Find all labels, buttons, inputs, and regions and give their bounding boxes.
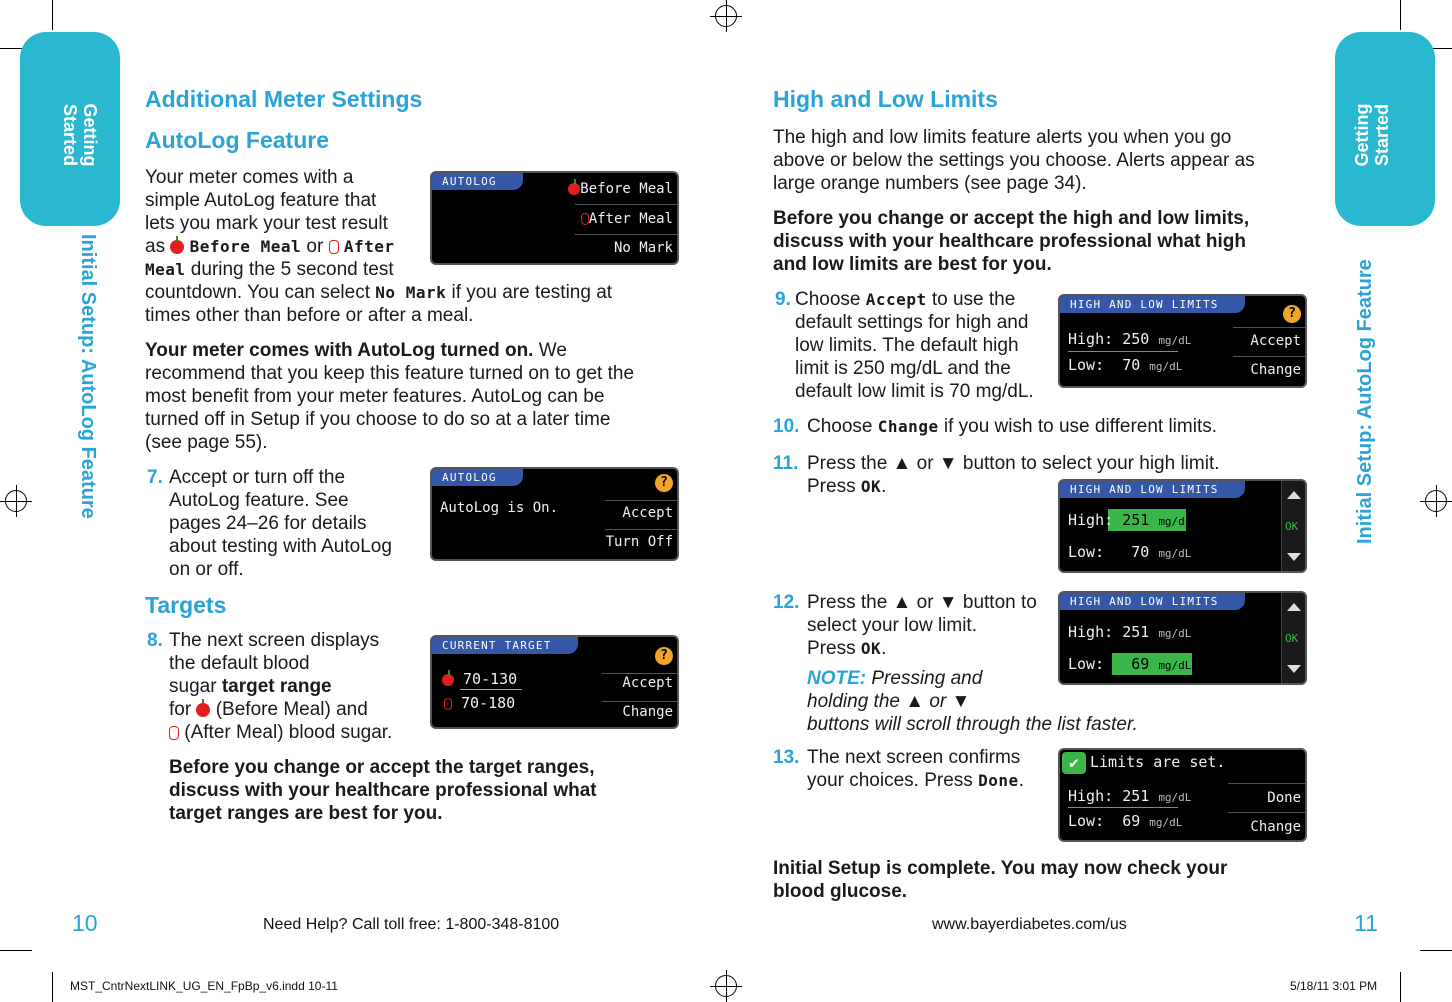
step-11: Press the ▲ or ▼ button to select your high limit. Press OK.	[807, 453, 1220, 497]
registration-mark-icon	[715, 975, 737, 997]
low-limit: Low: 70 mg/dL	[1068, 356, 1183, 374]
screen-header: AUTOLOG	[432, 173, 523, 190]
high-limit: High: 251 mg/dL	[1068, 511, 1192, 529]
screen-header: HIGH AND LOW LIMITS	[1060, 481, 1245, 498]
slug-filename: MST_CntrNextLINK_UG_EN_FpBp_v6.indd 10-11	[70, 979, 338, 993]
step-12-note: NOTE: Pressing and holding the ▲ or ▼ buttons will scroll through the list faster.	[807, 668, 1138, 735]
step-13: The next screen confirms your choices. Press Done.	[807, 747, 1024, 791]
screen-option: After Meal	[581, 211, 673, 227]
screen-option: Change	[1250, 819, 1301, 835]
screen-option: Change	[1250, 362, 1301, 378]
low-limit: Low: 70 mg/dL	[1068, 543, 1192, 561]
step-7: Accept or turn off the AutoLog feature. See pages 24–26 for details about testing with AutoLog on or off.	[169, 467, 392, 580]
setup-complete: Initial Setup is complete. You may now check your blood glucose.	[773, 858, 1228, 902]
step-8: The next screen displays the default blood sugar target range for (Before Meal) and (After Meal) blood sugar.	[169, 630, 393, 743]
registration-mark-icon	[5, 490, 27, 512]
screen-option: Accept	[622, 675, 673, 691]
high-limit: High: 251 mg/dL	[1068, 623, 1192, 641]
section-tab-right-label: Getting Started	[1352, 103, 1392, 167]
screen-option: Accept	[1250, 333, 1301, 349]
slug-date: 5/18/11 3:01 PM	[1290, 979, 1378, 993]
high-limit: High: 250 mg/dL	[1068, 330, 1192, 348]
page-title: Additional Meter Settings	[145, 86, 423, 112]
section-heading-targets: Targets	[145, 592, 227, 618]
arrow-buttons	[1281, 481, 1305, 571]
crop-mark	[1400, 972, 1401, 1002]
crop-mark	[1400, 0, 1401, 30]
screen-header: CURRENT TARGET	[432, 637, 578, 654]
screen-option: Change	[622, 704, 673, 720]
screen-option: Before Meal	[568, 181, 673, 197]
apple-icon	[568, 183, 580, 195]
meter-screen-autolog-select	[430, 171, 679, 265]
limits-warning: Before you change or accept the high and low limits, discuss with your healthcare professional what high and low limits are best for you.	[773, 208, 1250, 275]
section-heading-autolog: AutoLog Feature	[145, 127, 329, 153]
step-number: 8.	[147, 630, 163, 651]
arrow-buttons	[1281, 593, 1305, 683]
autolog-on-paragraph: Your meter comes with AutoLog turned on. We recommend that you keep this feature turned on to get the most benefit from your meter features. AutoLog can be turned off in Setup if you choose to do so at a later time (see page 55).	[145, 340, 635, 453]
crop-mark	[1420, 950, 1452, 951]
step-10: Choose Change if you wish to use different limits.	[807, 416, 1218, 437]
page-number-left: 10	[72, 910, 98, 936]
page-number-right: 11	[1354, 910, 1378, 936]
down-arrow-icon	[1287, 665, 1301, 673]
help-icon: ?	[1283, 305, 1301, 323]
apple-icon	[196, 703, 210, 717]
help-icon: ?	[655, 474, 673, 492]
down-arrow-icon	[1287, 553, 1301, 561]
ok-label: OK	[1285, 632, 1299, 645]
meter-screen-current-target	[430, 635, 679, 729]
step-number: 13.	[773, 747, 800, 768]
screen-message: Limits are set.	[1090, 753, 1226, 771]
side-label-right: Initial Setup: AutoLog Feature	[1354, 259, 1376, 544]
step-number: 10.	[773, 416, 800, 437]
section-tab-left-label: Getting Started	[60, 103, 100, 167]
screen-header: AUTOLOG	[432, 469, 523, 486]
target-range-after: 70-180	[444, 694, 515, 712]
targets-warning: Before you change or accept the target ranges, discuss with your healthcare professional what target ranges are best for you.	[169, 757, 597, 824]
apple-core-icon	[329, 240, 339, 254]
screen-option: No Mark	[613, 240, 673, 256]
low-limit: Low: 69 mg/dL	[1068, 655, 1192, 673]
meter-screen-limits-set	[1058, 748, 1307, 842]
apple-icon	[442, 674, 454, 686]
crop-mark	[0, 950, 32, 951]
check-icon: ✔	[1062, 752, 1086, 774]
step-number: 7.	[147, 467, 163, 488]
crop-mark	[52, 972, 53, 1002]
target-range-before: 70-130	[442, 670, 517, 688]
help-icon: ?	[655, 647, 673, 665]
crop-mark	[52, 0, 53, 30]
apple-icon	[170, 240, 184, 254]
screen-header: HIGH AND LOW LIMITS	[1060, 296, 1245, 313]
registration-mark-icon	[1425, 490, 1447, 512]
footer-website: www.bayerdiabetes.com/us	[932, 916, 1127, 933]
screen-option: Accept	[622, 505, 673, 521]
up-arrow-icon	[1287, 603, 1301, 611]
step-12: Press the ▲ or ▼ button to select your low limit. Press OK.	[807, 592, 1037, 659]
up-arrow-icon	[1287, 491, 1301, 499]
footer-help: Need Help? Call toll free: 1-800-348-8100	[263, 916, 560, 933]
screen-message: AutoLog is On.	[440, 500, 559, 516]
apple-core-icon	[581, 213, 589, 225]
step-number: 11.	[773, 453, 799, 474]
meter-screen-limits-low	[1058, 591, 1307, 685]
page-title-right: High and Low Limits	[773, 86, 998, 112]
registration-mark-icon	[715, 5, 737, 27]
apple-core-icon	[169, 726, 179, 740]
low-limit: Low: 69 mg/dL	[1068, 812, 1183, 830]
step-9: Choose Accept to use the default settings for high and low limits. The default high limit is 250 mg/dL and the default low limit is 70 mg/dL.	[795, 289, 1034, 402]
apple-core-icon	[444, 698, 452, 710]
meter-screen-autolog-on	[430, 467, 679, 561]
screen-option: Done	[1267, 790, 1301, 806]
step-number: 12.	[773, 592, 800, 613]
ok-label: OK	[1285, 520, 1299, 533]
limits-intro: The high and low limits feature alerts you when you go above or below the settings you choose. Alerts appear as large orange numbers (see page 34).	[773, 127, 1255, 194]
side-label-left: Initial Setup: AutoLog Feature	[77, 234, 99, 519]
screen-option: Turn Off	[605, 534, 673, 550]
meter-screen-limits-default	[1058, 294, 1307, 388]
high-limit: High: 251 mg/dL	[1068, 787, 1192, 805]
step-number: 9.	[775, 289, 791, 310]
screen-header: HIGH AND LOW LIMITS	[1060, 593, 1245, 610]
meter-screen-limits-high	[1058, 479, 1307, 573]
autolog-intro: Your meter comes with a simple AutoLog feature that lets you mark your test result as Before Meal or After Meal during the 5 second test countdown. You can select No Mark if you are testing at times other than before or after a meal.	[145, 167, 613, 326]
